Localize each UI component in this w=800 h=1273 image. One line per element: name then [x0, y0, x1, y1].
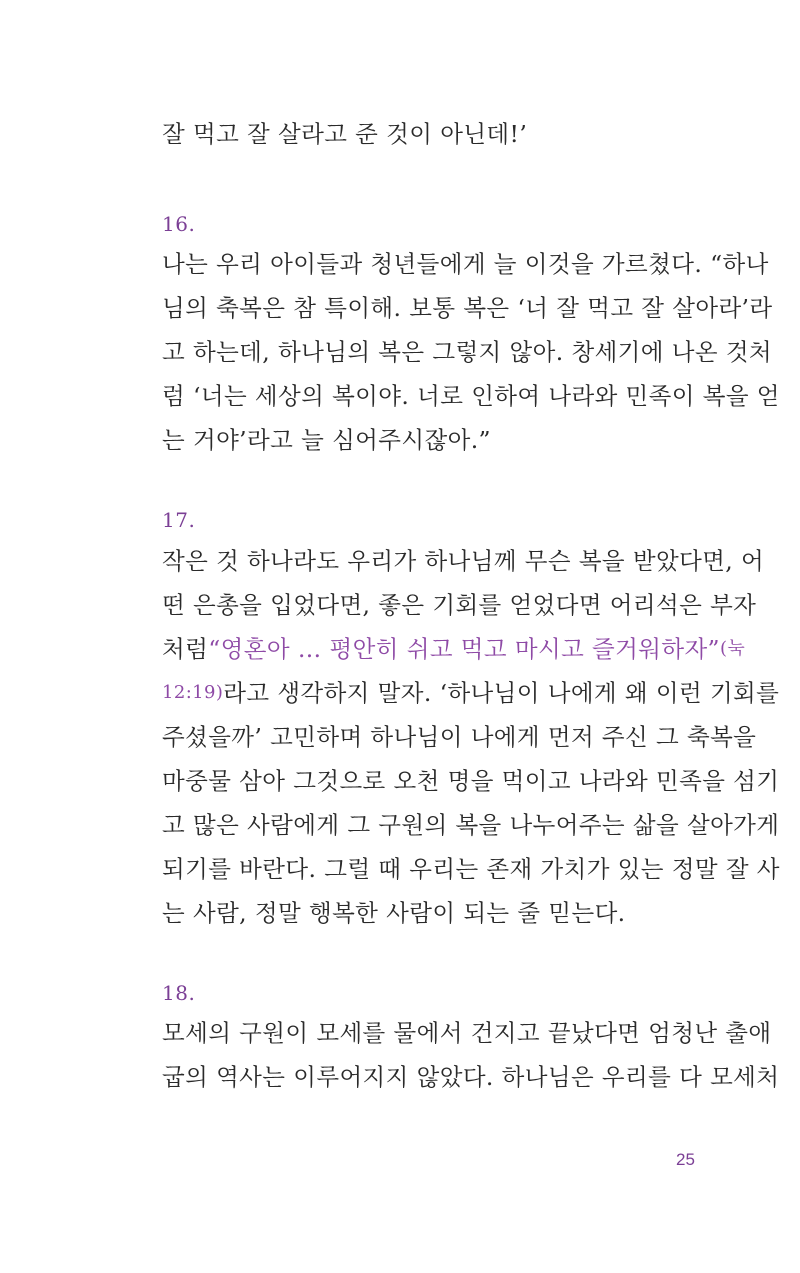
scripture-reference-open: (눅 — [719, 638, 746, 659]
section-number-17: 17. — [162, 508, 196, 532]
paragraph-line: 마중물 삼아 그것으로 오천 명을 먹이고 나라와 민족을 섬기 — [162, 767, 780, 795]
scripture-quote: “영혼아 … 평안히 쉬고 먹고 마시고 즐거워하자” — [208, 635, 720, 663]
paragraph-line-with-ref — [162, 677, 780, 709]
paragraph-line: 는 사람, 정말 행복한 사람이 되는 줄 믿는다. — [162, 899, 626, 927]
paragraph-line: 나는 우리 아이들과 청년들에게 늘 이것을 가르쳤다. “하나 — [162, 250, 769, 278]
paragraph-line: 되기를 바란다. 그럴 때 우리는 존재 가치가 있는 정말 잘 사 — [162, 855, 780, 883]
paragraph-line: 럼 ‘너는 세상의 복이야. 너로 인하여 나라와 민족이 복을 얻 — [162, 382, 780, 410]
paragraph-line: 고 하는데, 하나님의 복은 그렇지 않아. 창세기에 나온 것처 — [162, 338, 773, 366]
paragraph-line: 작은 것 하나라도 우리가 하나님께 무슨 복을 받았다면, 어 — [162, 547, 765, 575]
paragraph-line: 는 거야’라고 늘 심어주시잖아.” — [162, 426, 491, 454]
paragraph-text: 처럼 — [162, 635, 209, 663]
paragraph-text: 라고 생각하지 말자. ‘하나님이 나에게 왜 이런 기회를 — [223, 679, 780, 707]
paragraph-line: 모세의 구원이 모세를 물에서 건지고 끝났다면 엄청난 출애 — [162, 1019, 772, 1047]
section-number-18: 18. — [162, 981, 196, 1005]
paragraph-line: 님의 축복은 참 특이해. 보통 복은 ‘너 잘 먹고 잘 살아라’라 — [162, 294, 773, 322]
paragraph-line: 떤 은총을 입었다면, 좋은 기회를 얻었다면 어리석은 부자 — [162, 591, 757, 619]
page-number: 25 — [676, 1150, 695, 1169]
paragraph-line: 고 많은 사람에게 그 구원의 복을 나누어주는 삶을 살아가게 — [162, 811, 780, 839]
scripture-reference-close: 12:19) — [162, 682, 224, 703]
intro-line: 잘 먹고 잘 살라고 준 것이 아닌데!’ — [162, 120, 528, 148]
section-number-16: 16. — [162, 212, 196, 236]
paragraph-line: 주셨을까’ 고민하며 하나님이 나에게 먼저 주신 그 축복을 — [162, 723, 757, 751]
paragraph-line: 굽의 역사는 이루어지지 않았다. 하나님은 우리를 다 모세처 — [162, 1063, 780, 1091]
paragraph-line-with-quote — [162, 633, 746, 665]
